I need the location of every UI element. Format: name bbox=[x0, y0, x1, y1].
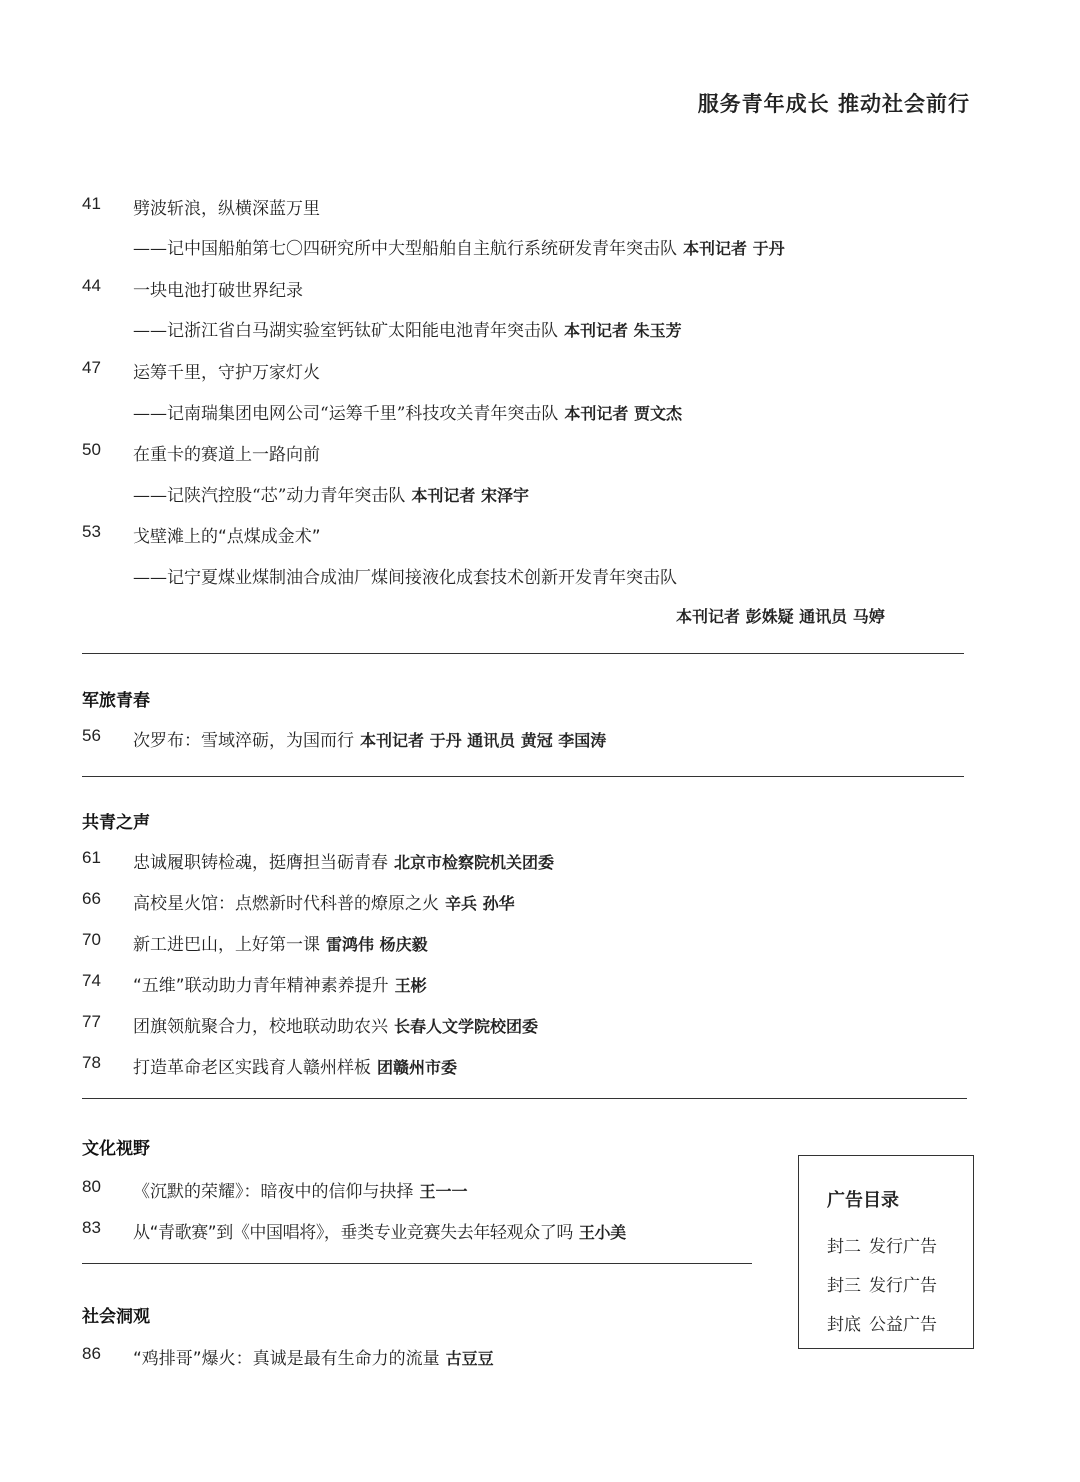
toc-entry[interactable] bbox=[0, 1012, 1000, 1044]
article-title-line bbox=[133, 1053, 457, 1078]
article-title-line bbox=[133, 971, 427, 996]
toc-entry[interactable] bbox=[0, 1344, 760, 1376]
page-number: 61 bbox=[82, 848, 101, 867]
page-number: 83 bbox=[82, 1218, 101, 1237]
page-number: 41 bbox=[82, 194, 101, 213]
article-author: 雷鸿伟 杨庆毅 bbox=[326, 935, 428, 954]
article-title: 劈波斩浪，纵横深蓝万里 bbox=[133, 199, 320, 219]
article-subtitle: ——记南瑞集团电网公司“运筹千里”科技攻关青年突击队 bbox=[133, 404, 559, 424]
section-divider bbox=[82, 653, 964, 654]
article-author: 团赣州市委 bbox=[377, 1058, 458, 1077]
toc-entry[interactable] bbox=[0, 930, 1000, 962]
page-number: 66 bbox=[82, 889, 101, 908]
ad-content: 发行广告 bbox=[869, 1237, 937, 1257]
article-author: 本刊记者 朱玉芳 bbox=[564, 321, 682, 340]
article-subtitle: ——记浙江省白马湖实验室钙钛矿太阳能电池青年突击队 bbox=[133, 321, 558, 341]
ad-position: 封三 bbox=[827, 1276, 861, 1296]
ad-index-item bbox=[827, 1232, 937, 1257]
article-title-line bbox=[133, 930, 428, 955]
article-author: 北京市检察院机关团委 bbox=[394, 853, 555, 872]
ad-index-box bbox=[798, 1155, 974, 1349]
article-author: 古豆豆 bbox=[445, 1349, 494, 1368]
page-slogan: 服务青年成长 推动社会前行 bbox=[697, 92, 970, 116]
article-title: 从“青歌赛”到《中国唱将》，垂类专业竞赛失去年轻观众了吗 bbox=[133, 1223, 573, 1243]
page-number: 53 bbox=[82, 522, 101, 541]
article-subtitle-line bbox=[133, 399, 682, 424]
page-number: 50 bbox=[82, 440, 101, 459]
article-title: “五维”联动助力青年精神素养提升 bbox=[133, 976, 389, 996]
page-number: 78 bbox=[82, 1053, 101, 1072]
article-subtitle-line bbox=[133, 316, 682, 341]
toc-entry[interactable] bbox=[0, 889, 1000, 921]
page-number: 86 bbox=[82, 1344, 101, 1363]
article-title: 运筹千里，守护万家灯火 bbox=[133, 363, 320, 383]
ad-position: 封二 bbox=[827, 1237, 861, 1257]
toc-entry[interactable] bbox=[0, 1053, 1000, 1085]
article-title-line bbox=[133, 848, 554, 873]
page-number: 70 bbox=[82, 930, 101, 949]
article-subtitle: ——记中国船舶第七〇四研究所中大型船舶自主航行系统研发青年突击队 bbox=[133, 239, 677, 259]
article-title-line bbox=[133, 889, 515, 914]
toc-entry[interactable] bbox=[0, 1218, 760, 1250]
ad-index-title: 广告目录 bbox=[827, 1190, 899, 1211]
section-divider bbox=[82, 776, 964, 777]
article-title: 打造革命老区实践育人赣州样板 bbox=[133, 1058, 371, 1078]
article-author: 长春人文学院校团委 bbox=[394, 1017, 539, 1036]
article-title: 高校星火馆：点燃新时代科普的燎原之火 bbox=[133, 894, 439, 914]
toc-entry[interactable] bbox=[0, 726, 1000, 758]
page-number: 80 bbox=[82, 1177, 101, 1196]
article-title: 在重卡的赛道上一路向前 bbox=[133, 445, 320, 465]
article-subtitle: ——记宁夏煤业煤制油合成油厂煤间接液化成套技术创新开发青年突击队 bbox=[133, 568, 677, 588]
toc-entry[interactable] bbox=[0, 522, 1000, 554]
article-title-line bbox=[133, 1012, 538, 1037]
article-author: 本刊记者 彭姝疑 通讯员 马婷 bbox=[676, 607, 885, 626]
toc-entry[interactable] bbox=[0, 971, 1000, 1003]
article-title: 一块电池打破世界纪录 bbox=[133, 281, 303, 301]
toc-entry[interactable] bbox=[0, 276, 1000, 308]
article-subtitle-line bbox=[133, 481, 529, 506]
article-author: 王彬 bbox=[394, 976, 427, 995]
page-number: 47 bbox=[82, 358, 101, 377]
article-author: 本刊记者 于丹 通讯员 黄冠 李国涛 bbox=[360, 731, 607, 750]
toc-entry[interactable] bbox=[0, 848, 1000, 880]
ad-content: 发行广告 bbox=[869, 1276, 937, 1296]
page-number: 74 bbox=[82, 971, 101, 990]
article-title-line bbox=[133, 726, 606, 751]
page-number: 56 bbox=[82, 726, 101, 745]
section-heading: 文化视野 bbox=[82, 1139, 150, 1159]
article-title: 团旗领航聚合力，校地联动助农兴 bbox=[133, 1017, 388, 1037]
article-title: 戈壁滩上的“点煤成金术” bbox=[133, 527, 321, 547]
article-title: “鸡排哥”爆火：真诚是最有生命力的流量 bbox=[133, 1349, 440, 1369]
article-title: 新工进巴山，上好第一课 bbox=[133, 935, 320, 955]
toc-entry[interactable] bbox=[0, 194, 1000, 226]
page-number: 77 bbox=[82, 1012, 101, 1031]
section-heading: 社会洞观 bbox=[82, 1307, 150, 1327]
section-heading: 共青之声 bbox=[82, 813, 150, 833]
ad-index-item bbox=[827, 1271, 937, 1296]
article-author: 本刊记者 于丹 bbox=[683, 239, 785, 258]
article-author: 本刊记者 贾文杰 bbox=[564, 404, 682, 423]
toc-entry[interactable] bbox=[0, 358, 1000, 390]
article-title: 《沉默的荣耀》：暗夜中的信仰与抉择 bbox=[133, 1182, 414, 1202]
article-title: 忠诚履职铸检魂，挺膺担当砺青春 bbox=[133, 853, 388, 873]
article-subtitle: ——记陕汽控股“芯”动力青年突击队 bbox=[133, 486, 406, 506]
ad-index-item bbox=[827, 1310, 937, 1335]
toc-entry[interactable] bbox=[0, 440, 1000, 472]
section-heading: 军旅青春 bbox=[82, 691, 150, 711]
ad-position: 封底 bbox=[827, 1315, 861, 1335]
toc-entry[interactable] bbox=[0, 1177, 760, 1209]
article-author: 王一一 bbox=[419, 1182, 468, 1201]
article-title: 次罗布：雪域淬砺，为国而行 bbox=[133, 731, 354, 751]
article-title-line bbox=[133, 1344, 494, 1369]
article-author: 本刊记者 宋泽宇 bbox=[411, 486, 529, 505]
section-divider bbox=[82, 1098, 967, 1099]
article-subtitle-line bbox=[133, 234, 785, 259]
article-author: 王小美 bbox=[578, 1223, 626, 1242]
ad-content: 公益广告 bbox=[869, 1315, 937, 1335]
section-divider bbox=[82, 1263, 752, 1264]
article-author: 辛兵 孙华 bbox=[445, 894, 515, 913]
article-title-line bbox=[133, 1218, 626, 1243]
page-number: 44 bbox=[82, 276, 101, 295]
article-title-line bbox=[133, 1177, 468, 1202]
